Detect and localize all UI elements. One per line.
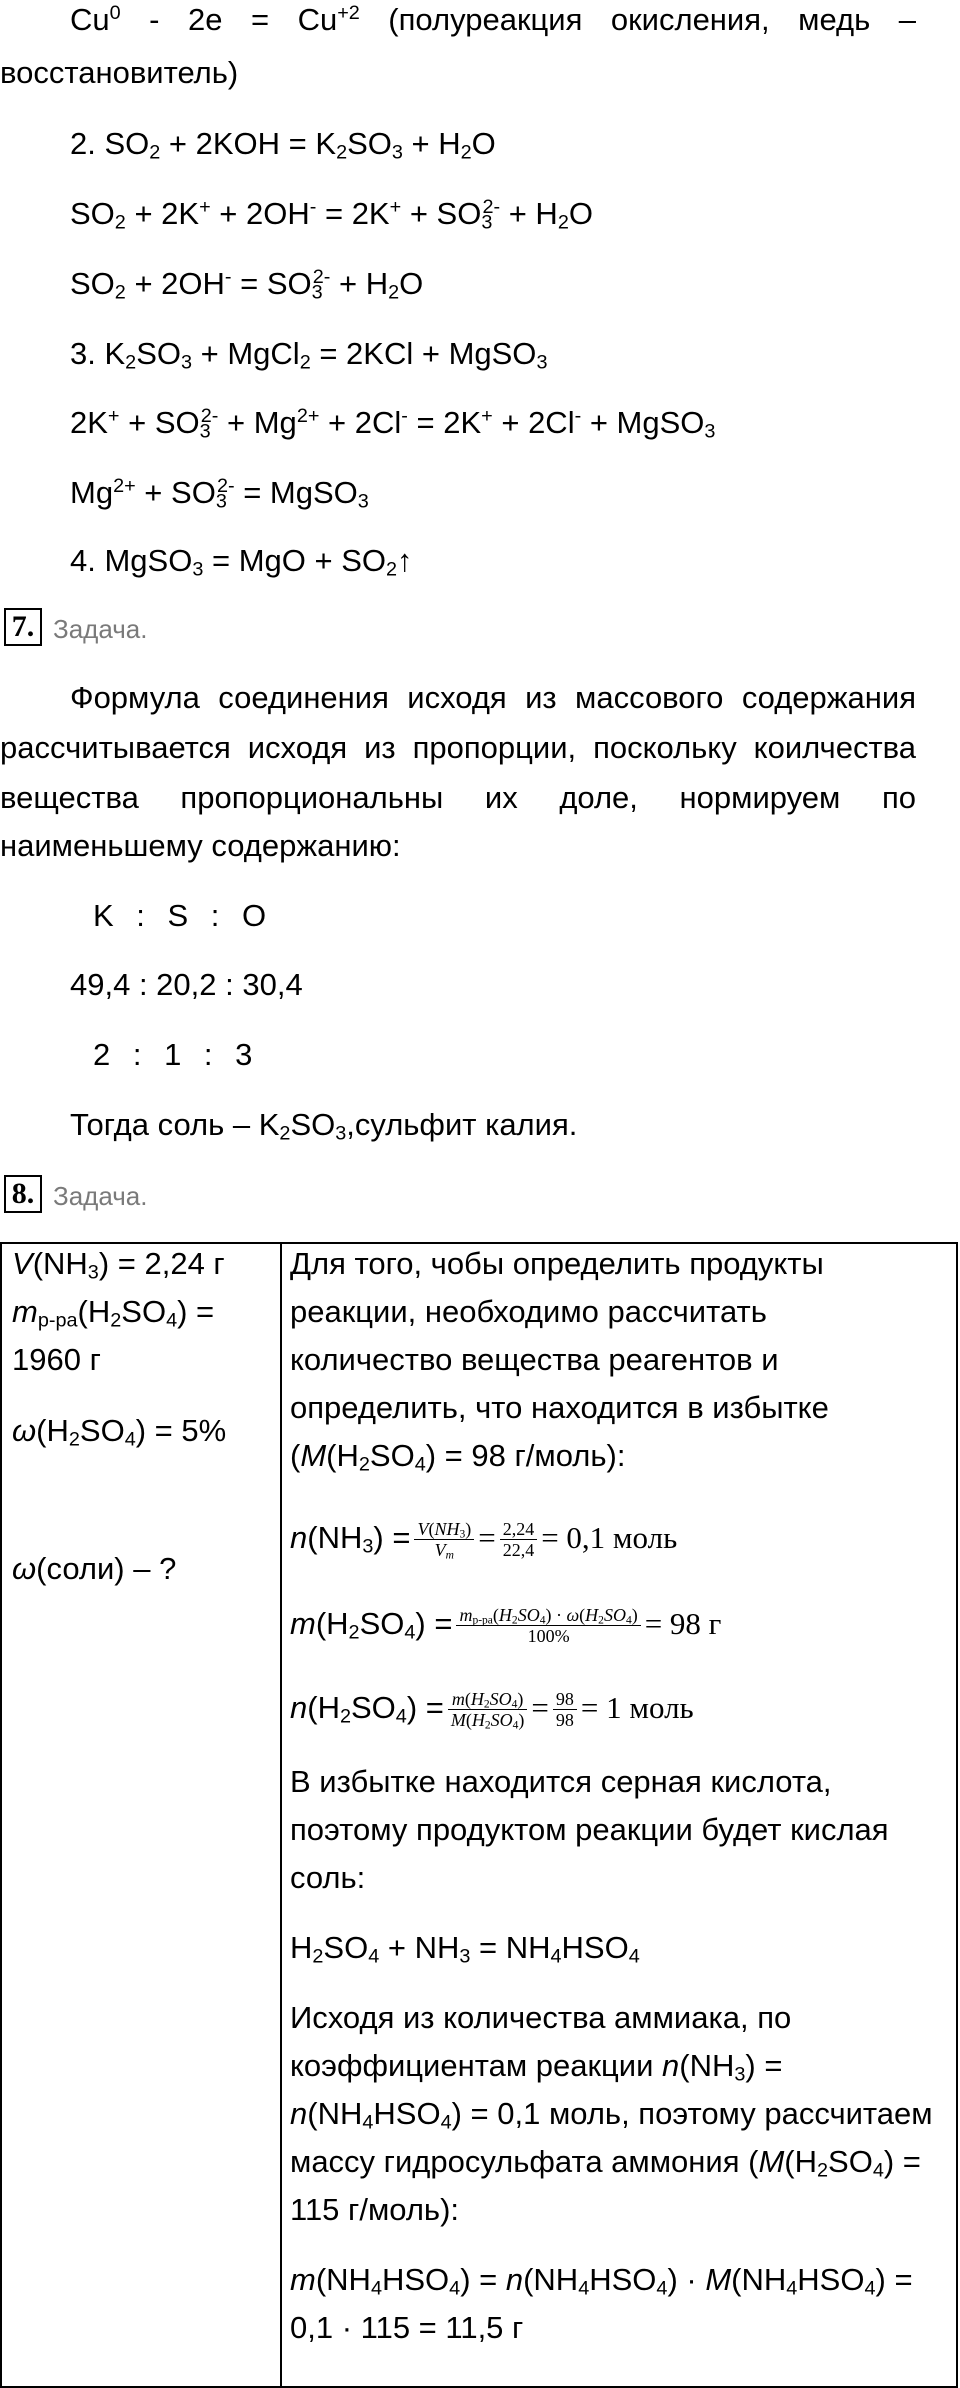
ratio-header: K : S : O — [93, 898, 267, 933]
solution-amount-l3: $n(NH_4HSO_4) = 0,1$ моль, поэтому рассчитаем — [290, 2096, 933, 2134]
solution-intro-l1: Для того, чобы определить продукты — [290, 1246, 824, 1281]
solution-intro-l4: определить, что находится в избытке — [290, 1390, 829, 1425]
solution-excess-l1: В избытке находится серная кислота, — [290, 1764, 832, 1799]
fraction-m-over-M: $\frac{m(H_2SO_4)}{M(H_2SO_4)}$ — [448, 1689, 528, 1730]
given-solution-mass-l2: 1960 г — [12, 1342, 101, 1377]
task-7-badge: 7. — [4, 608, 42, 646]
solution-mass-l1: $m(NH_4HSO_4) = n(NH_4HSO_4) \cdot M(NH_4HSO_4)$ = — [290, 2262, 913, 2300]
given-find: ω(соли) – ? — [12, 1551, 177, 1586]
task-7-paragraph-line3: вещества пропорциональны их доле, нормируем по — [0, 780, 916, 815]
table-divider — [280, 1244, 282, 2386]
task-7-paragraph-line2: рассчитывается исходя из пропорции, поскольку коилчества — [0, 730, 916, 765]
formula-m-acid: $m(H_2SO_4)$ = $\frac{m_{р-ра}(H_2SO_4) \cdot \omega(H_2SO_4)}{100\%}$ = 98 г — [290, 1605, 722, 1647]
task-7-paragraph-line4: наименьшему содержанию: — [0, 828, 401, 863]
fraction-mass-acid: $\frac{m_{р-ра}(H_2SO_4) \cdot \omega(H_2SO_4)}{100\%}$ — [456, 1605, 640, 1646]
solution-excess-l3: соль: — [290, 1860, 366, 1895]
task-8-badge: 8. — [4, 1175, 42, 1213]
formula-n-nh3: $n(NH_3)$ = $\frac{V(NH_3)}{V_m}$ = $\frac{2,24}{22,4}$ = 0,1 моль — [290, 1519, 678, 1562]
given-solution-mass-l1: $m_{р-ра}(H_2SO_4)$ = — [12, 1294, 215, 1332]
given-omega-acid: $\omega(H_2SO_4) = 5\%$ — [12, 1413, 227, 1451]
equation-4: 4. MgSO$_3$ = MgO + $SO_2↑$ — [70, 543, 413, 581]
task-7-label: Задача. — [53, 614, 148, 644]
half-reaction-line2: восстановитель) — [0, 55, 239, 90]
solution-mass-l2: 0,1 · 115 = 11,5 г — [290, 2310, 524, 2345]
fraction-224-over-224: $\frac{2,24}{22,4}$ — [500, 1519, 538, 1560]
half-reaction-line — [70, 0, 916, 40]
task-8-label: Задача. — [53, 1181, 148, 1211]
ratio-result: 2 : 1 : 3 — [93, 1037, 253, 1072]
given-volume-nh3: $V(NH_3) = 2,24$ г — [12, 1246, 225, 1284]
fraction-98-over-98: $\frac{98}{98}$ — [553, 1689, 577, 1730]
solution-amount-l1: Исходя из количества аммиака, по — [290, 2000, 792, 2035]
half-reaction-desc: (полуреакция окисления, медь – — [359, 2, 916, 37]
ratio-values: 49,4 : 20,2 : 30,4 — [70, 967, 303, 1002]
equation-2-full-ionic: $SO_2 + 2K^+ + 2OH^- = 2K^+ + SO_3^{2-} + H_2O$ — [70, 196, 593, 234]
equation-2-molecular: 2. $SO_2 + 2KOH = K_2SO_3 + H_2O$ — [70, 126, 496, 164]
solution-amount-l2: коэффициентам реакции $n(NH_3)$ = — [290, 2048, 783, 2086]
half-reaction-cu: Cu$^0$ — [70, 2, 121, 37]
task-7-conclusion: Тогда соль – $K_2SO_3,сульфит$ калия. — [70, 1107, 578, 1145]
solution-amount-l4: массу гидросульфата аммония ($M(H_2SO_4)$ = — [290, 2144, 921, 2182]
equation-3-short-ionic: $Mg^{2+} + SO_3^{2-}$ = MgSO$_3$ — [70, 475, 369, 513]
solution-reaction: $H_2SO_4 + NH_3 = NH_4HSO_4$ — [290, 1930, 640, 1968]
equation-3-molecular: 3. $K_2SO_3$ + MgCl$_2$ = 2KCl + MgSO$_3$ — [70, 336, 548, 374]
equation-2-short-ionic: $SO_2 + 2OH^- = SO_3^{2-} + H_2O$ — [70, 266, 424, 304]
solution-excess-l2: поэтому продуктом реакции будет кислая — [290, 1812, 889, 1847]
solution-intro-l5: ($M(H_2SO_4) = 98$ г/моль): — [290, 1438, 626, 1476]
equation-3-full-ionic: $2K^+ + SO_3^{2-} + Mg^{2+} + 2Cl^- = 2K^+ + 2Cl^-$ + MgSO$_3$ — [70, 405, 716, 443]
fraction-v-over-vm: $\frac{V(NH_3)}{V_m}$ — [414, 1519, 474, 1560]
solution-intro-l3: количество вещества реагентов и — [290, 1342, 779, 1377]
solution-intro-l2: реакции, необходимо рассчитать — [290, 1294, 767, 1329]
half-reaction-mid: - $2e = Cu^{+2}$ — [120, 2, 360, 37]
task-7-paragraph-line1: Формула соединения исходя из массового содержания — [70, 680, 916, 715]
task-8-table — [0, 1242, 958, 2388]
solution-amount-l5: 115 г/моль): — [290, 2192, 460, 2227]
formula-n-acid: $n(H_2SO_4)$ = $\frac{m(H_2SO_4)}{M(H_2SO_4)}$ = $\frac{98}{98}$ = 1 моль — [290, 1689, 694, 1732]
